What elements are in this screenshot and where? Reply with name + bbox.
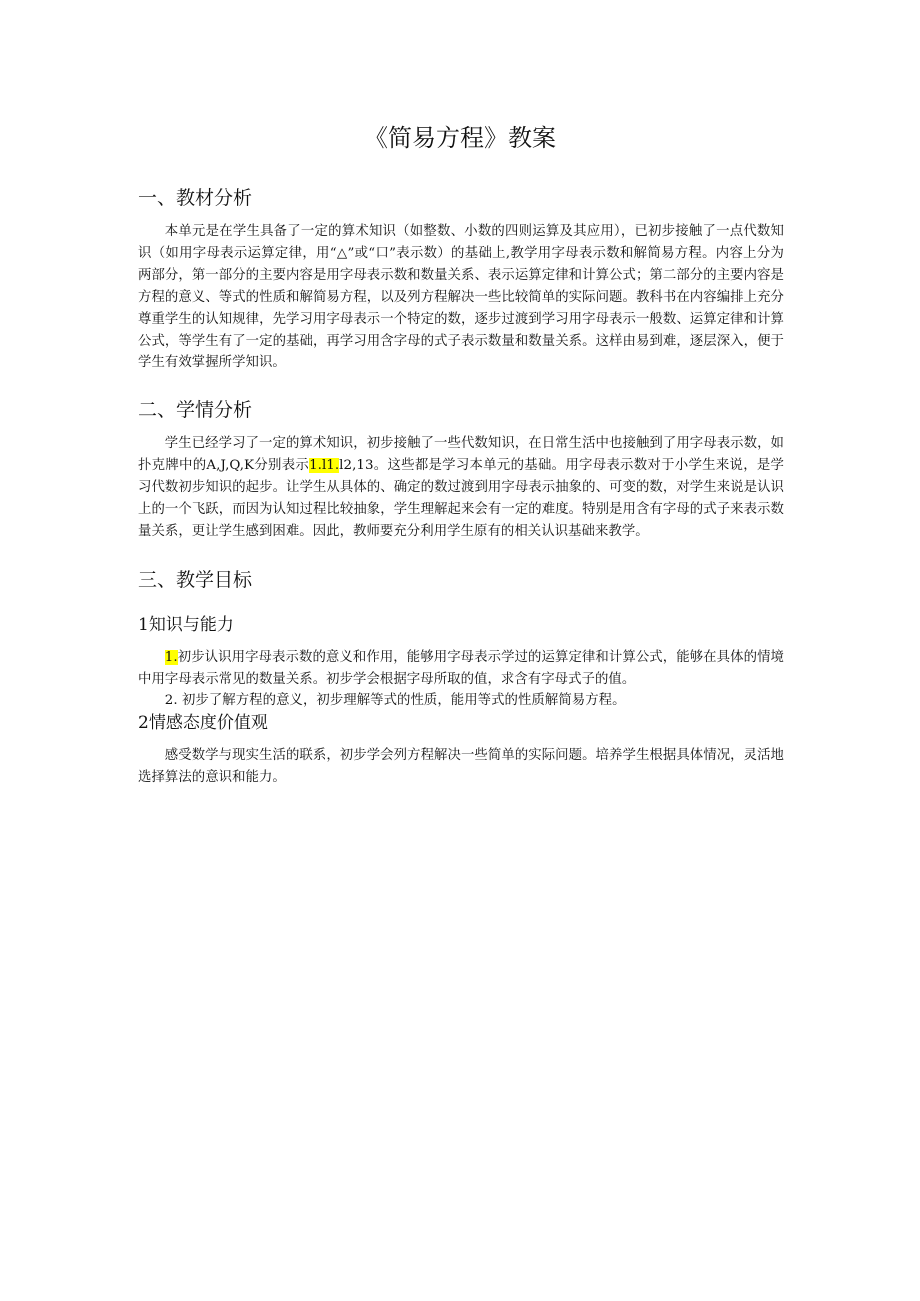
goal-item-1-marker: 1.: [164, 650, 178, 665]
goal-item-1: [138, 647, 784, 691]
section-paragraph-materials: 本单元是在学生具备了一定的算术知识（如整数、小数的四则运算及其应用），已初步接触了一点代数知识（如用字母表示运算定律，用“△”或“口”表示数）的基础上,教学用字母表示数和解简易方程。内容上分为两部分，第一部分的主要内容是用字母表示数和数量关系、表示运算定律和计算公式；第二部分的主要内容是方程的意义、等式的性质和解简易方程，以及列方程解决一些比较简单的实际问题。教科书在内容编排上充分尊重学生的认知规律，先学习用字母表示一个特定的数，逐步过渡到学习用字母表示一般数、运算定律和计算公式，等学生有了一定的基础，再学习用含字母的式子表示数量和数量关系。这样由易到难，逐层深入，便于学生有效掌握所学知识。: [138, 224, 784, 371]
section-heading-materials: 一、教材分析: [138, 187, 253, 209]
students-text-middle: l2,13: [339, 457, 374, 473]
subheading-knowledge-ability: 1知识与能力: [138, 615, 234, 635]
students-text-before: 学生已经学习了一定的算术知识，初步接触了一些代数知识，在日常生活中也接触到了用字母表示数，如扑克牌中的A,J,Q,K分别表示: [138, 436, 784, 473]
students-text-after: 。这些都是学习本单元的基础。用字母表示数对于小学生来说，是学习代数初步知识的起步。让学生从具体的、确定的数过渡到用字母表示抽象的、可变的数，对学生来说是认识上的一个飞跃，而因为认知过程比较抽象，学生理解起来会有一定的难度。特别是用含有字母的式子来表示数量关系，更让学生感到困难。因此，教师要充分利用学生原有的相关认识基础来教学。: [138, 457, 785, 539]
section-heading-students: 二、学情分析: [138, 399, 253, 421]
section-paragraph-students: [138, 433, 784, 543]
document-title: 《简易方程》教案: [364, 124, 556, 152]
highlighted-text: 1.l1.: [309, 457, 340, 473]
section-heading-goals: 三、教学目标: [138, 569, 253, 591]
subheading-emotion-values: 2情感态度价值观: [138, 713, 268, 733]
goal-item-1-text: 初步认识用字母表示数的意义和作用，能够用字母表示学过的运算定律和计算公式，能够在具体的情境中用字母表示常见的数量关系。初步学会根据字母所取的值，求含有字母式子的值。: [138, 650, 784, 687]
section-paragraph-emotion-values: 感受数学与现实生活的联系，初步学会列方程解决一些简单的实际问题。培养学生根据具体情况，灵活地选择算法的意识和能力。: [138, 748, 784, 785]
goal-item-2: 2. 初步了解方程的意义，初步理解等式的性质，能用等式的性质解简易方程。: [164, 693, 626, 708]
